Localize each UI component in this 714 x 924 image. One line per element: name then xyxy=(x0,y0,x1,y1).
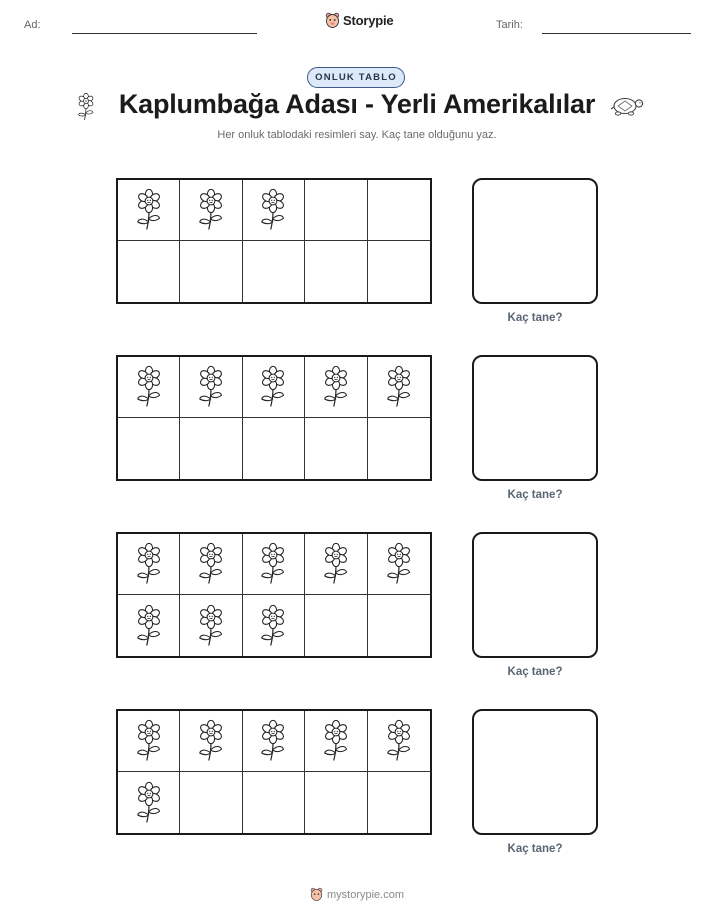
ten-frame-cell xyxy=(243,595,305,656)
flower-icon xyxy=(258,604,288,648)
flower-icon xyxy=(384,719,414,763)
ten-frame-cell xyxy=(118,357,180,418)
ten-frame-cell xyxy=(243,418,305,479)
flower-icon xyxy=(134,781,164,825)
brand xyxy=(325,12,393,29)
ten-frame-cell xyxy=(305,357,367,418)
date-line[interactable] xyxy=(542,33,691,34)
ten-frame-cell xyxy=(180,534,242,595)
brand-name: Storypie xyxy=(343,13,394,28)
ten-frame-cell xyxy=(180,241,242,302)
flower-icon xyxy=(321,542,351,586)
worksheet-type-badge: ONLUK TABLO xyxy=(307,67,405,88)
ten-frame-cell xyxy=(305,595,367,656)
name-label: Ad: xyxy=(24,19,41,31)
ten-frame-cell xyxy=(305,418,367,479)
answer-box-4[interactable] xyxy=(472,709,598,835)
date-label: Tarih: xyxy=(496,19,523,31)
flower-icon xyxy=(384,542,414,586)
ten-frame-cell xyxy=(118,241,180,302)
flower-icon xyxy=(196,188,226,232)
ten-frame-cell xyxy=(118,180,180,241)
flower-icon xyxy=(134,604,164,648)
ten-frame-cell xyxy=(118,595,180,656)
turtle-icon xyxy=(610,94,644,116)
answer-label-1: Kaç tane? xyxy=(507,312,563,324)
ten-frame-3 xyxy=(116,532,432,658)
ten-frame-cell xyxy=(368,772,430,833)
flower-icon xyxy=(321,365,351,409)
answer-box-1[interactable] xyxy=(472,178,598,304)
ten-frame-cell xyxy=(368,418,430,479)
name-line[interactable] xyxy=(72,33,257,34)
flower-icon xyxy=(196,542,226,586)
ten-frame-cell xyxy=(368,711,430,772)
flower-icon xyxy=(258,365,288,409)
ten-frame-cell xyxy=(243,772,305,833)
answer-box-2[interactable] xyxy=(472,355,598,481)
ten-frame-cell xyxy=(243,180,305,241)
flower-icon xyxy=(384,365,414,409)
ten-frame-cell xyxy=(305,180,367,241)
ten-frame-cell xyxy=(368,595,430,656)
storypie-logo-icon xyxy=(310,887,323,902)
page-title: Kaplumbağa Adası - Yerli Amerikalılar xyxy=(118,89,596,119)
ten-frame-cell xyxy=(180,180,242,241)
ten-frame-cell xyxy=(118,534,180,595)
ten-frame-cell xyxy=(368,180,430,241)
ten-frame-cell xyxy=(180,772,242,833)
ten-frame-cell xyxy=(180,595,242,656)
answer-label-3: Kaç tane? xyxy=(507,666,563,678)
flower-icon xyxy=(134,542,164,586)
instructions: Her onluk tablodaki resimleri say. Kaç tane olduğunu yaz. xyxy=(217,129,497,141)
ten-frame-cell xyxy=(368,357,430,418)
ten-frame-cell xyxy=(305,772,367,833)
flower-icon xyxy=(258,188,288,232)
ten-frame-cell xyxy=(368,534,430,595)
ten-frame-cell xyxy=(118,772,180,833)
ten-frame-cell xyxy=(118,711,180,772)
flower-icon xyxy=(196,365,226,409)
ten-frame-4 xyxy=(116,709,432,835)
answer-box-3[interactable] xyxy=(472,532,598,658)
ten-frame-cell xyxy=(118,418,180,479)
ten-frame-cell xyxy=(180,418,242,479)
ten-frame-cell xyxy=(243,357,305,418)
ten-frame-cell xyxy=(305,534,367,595)
answer-label-4: Kaç tane? xyxy=(507,843,563,855)
flower-icon xyxy=(258,719,288,763)
ten-frame-cell xyxy=(180,357,242,418)
ten-frame-cell xyxy=(243,534,305,595)
ten-frame-cell xyxy=(368,241,430,302)
ten-frame-cell xyxy=(305,711,367,772)
ten-frame-2 xyxy=(116,355,432,481)
flower-icon xyxy=(196,719,226,763)
ten-frame-cell xyxy=(180,711,242,772)
flower-icon xyxy=(258,542,288,586)
flower-icon xyxy=(134,188,164,232)
flower-icon xyxy=(134,365,164,409)
flower-icon xyxy=(196,604,226,648)
ten-frame-cell xyxy=(243,241,305,302)
storypie-logo-icon xyxy=(325,12,340,29)
ten-frame-cell xyxy=(305,241,367,302)
ten-frame-1 xyxy=(116,178,432,304)
answer-label-2: Kaç tane? xyxy=(507,489,563,501)
flower-icon xyxy=(134,719,164,763)
footer-url: mystorypie.com xyxy=(326,888,405,901)
flower-icon xyxy=(321,719,351,763)
footer xyxy=(0,887,714,902)
ten-frame-cell xyxy=(243,711,305,772)
